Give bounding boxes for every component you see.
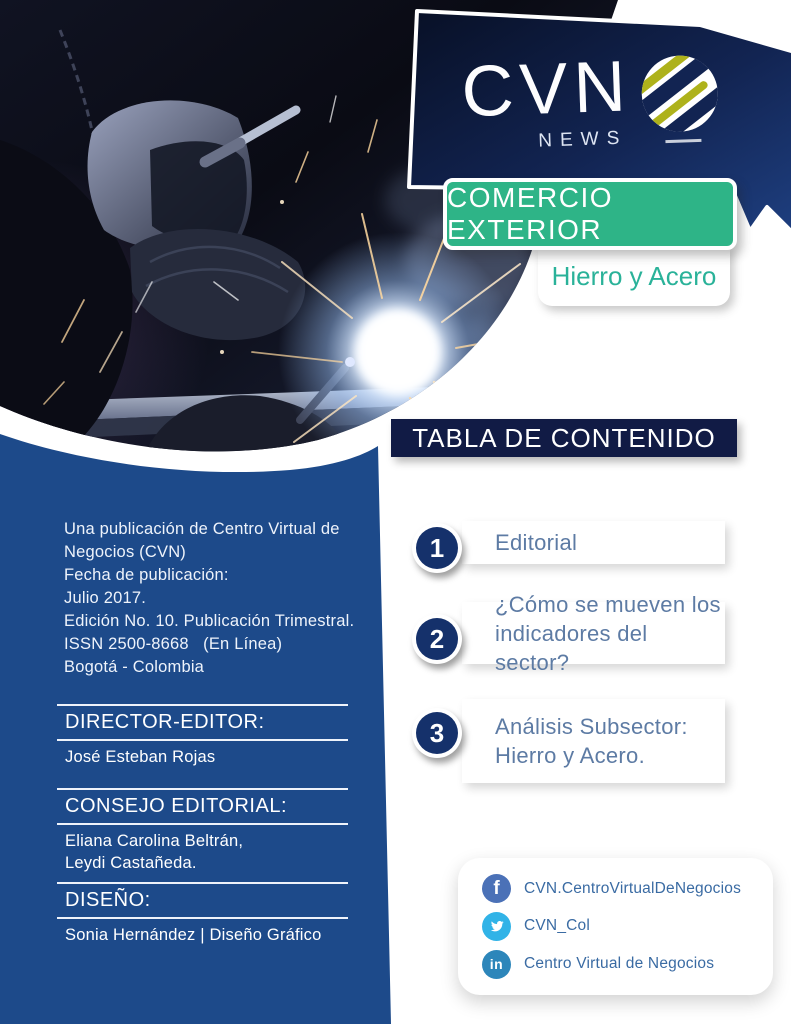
diseno-section: [57, 882, 348, 946]
pub-line: Julio 2017.: [64, 589, 147, 607]
toc-item-3-number[interactable]: 3: [412, 708, 462, 758]
toc-item-3-label: Análisis Subsector:: [495, 714, 688, 739]
twitter-icon: [482, 912, 511, 941]
helmet-visor: [150, 141, 247, 241]
social-row-linkedin[interactable]: [458, 950, 773, 979]
toc-item-1[interactable]: [462, 521, 725, 564]
topic-card: [538, 246, 730, 306]
toc-item-1-number[interactable]: 1: [412, 523, 462, 573]
consejo-editorial-heading: CONSEJO EDITORIAL:: [65, 795, 288, 817]
toc-item-2-label: ¿Cómo se mueven los: [495, 591, 721, 617]
toc-item-2[interactable]: ¿Cómo se mueven los indicadores del sector?: [462, 602, 725, 664]
cvn-wordmark: CVN: [460, 46, 633, 133]
globe-underline: [665, 139, 701, 143]
pub-line: Fecha de publicación:: [64, 566, 229, 584]
director-editor-heading: DIRECTOR-EDITOR:: [65, 711, 265, 733]
category-banner: [443, 178, 737, 250]
twitter-handle: CVN_Col: [524, 917, 591, 935]
diseno-heading: DISEÑO:: [65, 889, 151, 911]
pub-line: Bogotá - Colombia: [64, 658, 205, 676]
director-editor-section: [57, 704, 348, 768]
director-editor-name: José Esteban Rojas: [65, 748, 216, 766]
consejo-editorial-name: Eliana Carolina Beltrán,: [65, 832, 244, 850]
topic-label: Hierro y Acero: [551, 260, 717, 291]
category-label: COMERCIO EXTERIOR: [447, 182, 613, 245]
brand-logo: [460, 47, 763, 155]
linkedin-handle: Centro Virtual de Negocios: [524, 955, 715, 973]
consejo-editorial-name: Leydi Castañeda.: [65, 854, 197, 872]
linkedin-icon: in: [482, 950, 511, 979]
toc-title-banner: [391, 419, 737, 457]
pub-line: Negocios (CVN): [64, 543, 186, 561]
pub-line: ISSN 2500-8668 (En Línea): [64, 635, 283, 653]
social-row-facebook[interactable]: [458, 874, 773, 903]
pub-line: Una publicación de Centro Virtual de: [64, 520, 340, 538]
toc-item-3[interactable]: Análisis Subsector: Hierro y Acero.: [462, 699, 725, 783]
diseno-name: Sonia Hernández | Diseño Gráfico: [65, 926, 322, 944]
social-card: [458, 858, 773, 995]
news-wordmark: NEWS: [538, 127, 628, 152]
social-row-twitter[interactable]: [458, 912, 773, 941]
toc-item-1-label: Editorial: [495, 530, 578, 555]
toc-item-2-number[interactable]: 2: [412, 614, 462, 664]
consejo-editorial-section: [57, 788, 348, 874]
publication-info: [64, 518, 354, 679]
facebook-handle: CVN.CentroVirtualDeNegocios: [524, 879, 742, 897]
globe-icon: [636, 50, 723, 149]
toc-title: TABLA DE CONTENIDO: [412, 422, 716, 453]
pub-line: Edición No. 10. Publicación Trimestral.: [64, 612, 355, 630]
facebook-icon: f: [482, 874, 511, 903]
